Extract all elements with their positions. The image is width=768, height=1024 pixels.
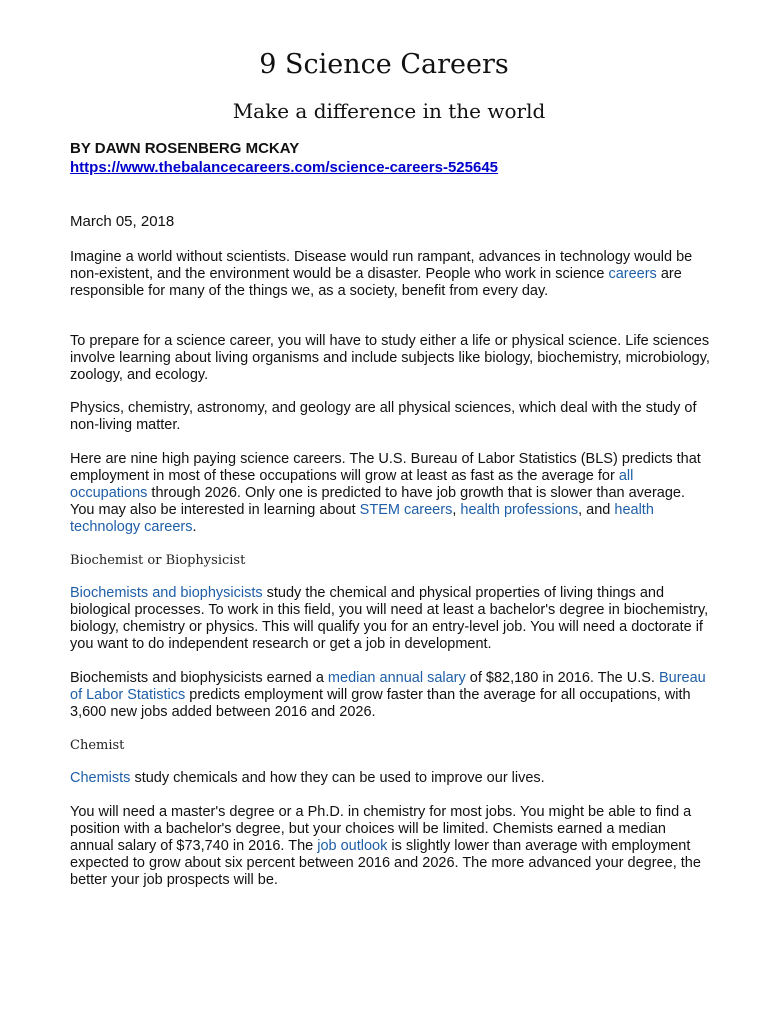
paragraph-text: is slightly lower than average with employment expected to grow about six percent between 2016 and 2026. The more advanced your degree, the better your job prospects will be. (70, 838, 701, 888)
author-byline: BY DAWN ROSENBERG MCKAY (70, 140, 300, 157)
page-subtitle: Make a difference in the world (232, 99, 546, 123)
paragraph-text: . (192, 519, 197, 535)
paragraph-life-sciences: To prepare for a science career, you will have to study either a life or physical science. Life sciences involve learning about living organisms and include subjects like biology, biochemistry, microbiology, zoology, and ecology. (70, 333, 710, 383)
paragraph-text: through 2026. Only one is predicted to have job growth that is slower than average. You may also be interested in learning about (70, 485, 686, 518)
page-title: 9 Science Careers (259, 49, 509, 80)
bureau-of-labor-statistics-link[interactable]: Bureau of Labor Statistics (70, 670, 706, 703)
paragraph-text: study the chemical and physical properties of living things and biological processes. To work in this field, you will need at least a bachelor's degree in biochemistry, biology, chemistry or physics. This will qualify you for an entry-level job. You will need a doctorate if you want to do independent research or get a job in development. (70, 585, 709, 652)
job-outlook-link[interactable]: job outlook (317, 838, 388, 854)
paragraph-biochemist-salary (70, 670, 710, 721)
paragraph-text: , and (578, 502, 615, 518)
paragraph-text: are responsible for many of the things we, as a society, benefit from every day. (70, 266, 682, 299)
publish-date: March 05, 2018 (70, 213, 175, 230)
paragraph-text: of $82,180 in 2016. The U.S. (465, 670, 659, 686)
paragraph-text: study chemicals and how they can be used to improve our lives. (130, 770, 545, 786)
paragraph-biochemist-description (70, 585, 710, 653)
paragraph-nine-careers (70, 451, 710, 536)
chemists-link[interactable]: Chemists (70, 770, 131, 786)
paragraph-text: predicts employment will grow faster than the average for all occupations, with 3,600 new jobs added between 2016 and 2026. (70, 687, 691, 720)
paragraph-text: You will need a master's degree or a Ph.D. in chemistry for most jobs. You might be able to find a position with a bachelor's degree, but your choices will be limited. Chemists earned a median annual salary of $73,740 in 2016. The (70, 804, 692, 854)
all-occupations-link[interactable]: all occupations (70, 468, 634, 501)
paragraph-text: Here are nine high paying science careers. The U.S. Bureau of Labor Statistics (BLS) predicts that employment in most of these occupations will grow at least as fast as the average for (70, 451, 701, 484)
health-professions-link[interactable]: health professions (460, 502, 579, 518)
paragraph-text: Biochemists and biophysicists earned a (70, 670, 328, 686)
source-url-link[interactable]: https://www.thebalancecareers.com/science-careers-525645 (70, 159, 498, 176)
section-heading-biochemist: Biochemist or Biophysicist (70, 553, 246, 568)
median-annual-salary-link[interactable]: median annual salary (327, 670, 466, 686)
paragraph-intro (70, 249, 710, 300)
paragraph-text: Imagine a world without scientists. Disease would run rampant, advances in technology would be non-existent, and the environment would be a disaster. People who work in science (70, 249, 693, 282)
health-technology-careers-link[interactable]: health technology careers (70, 502, 654, 535)
paragraph-chemist-salary (70, 804, 710, 889)
paragraph-physical-sciences: Physics, chemistry, astronomy, and geology are all physical sciences, which deal with the study of non-living matter. (70, 400, 697, 433)
section-heading-chemist: Chemist (70, 738, 125, 753)
careers-link[interactable]: careers (608, 266, 657, 282)
paragraph-text: , (452, 502, 461, 518)
biochemists-link[interactable]: Biochemists and biophysicists (70, 585, 263, 601)
paragraph-chemist-description (70, 770, 710, 787)
stem-careers-link[interactable]: STEM careers (359, 502, 453, 518)
